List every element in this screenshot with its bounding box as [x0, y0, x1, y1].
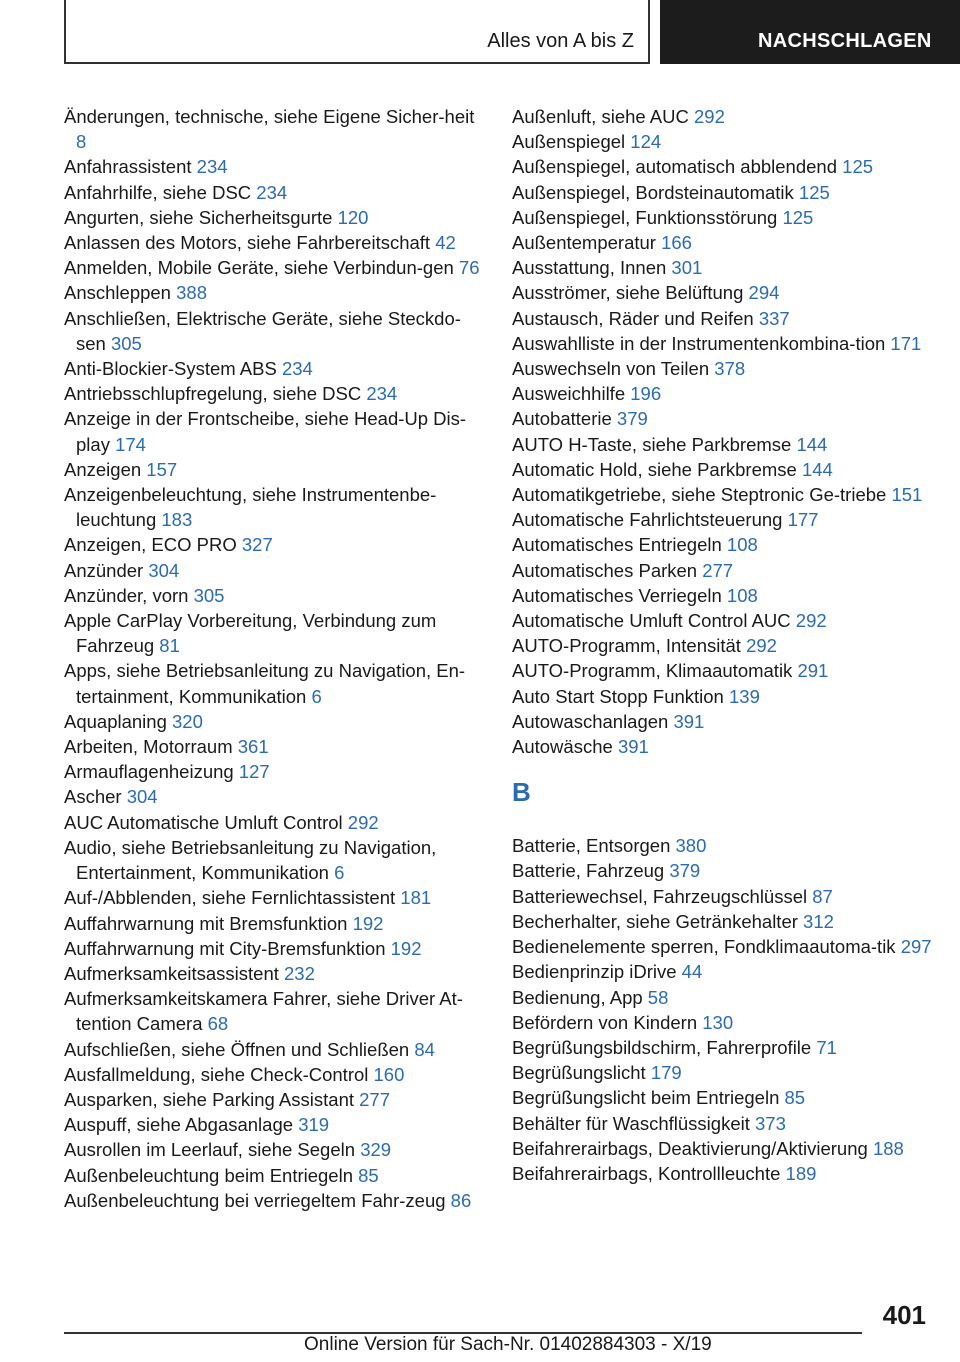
index-entry: [512, 909, 932, 934]
index-entry: [64, 154, 484, 179]
page-link[interactable]: 86: [450, 1189, 472, 1211]
page-link[interactable]: 120: [337, 206, 369, 228]
index-entry-text: Automatisches Entriegeln: [512, 534, 722, 556]
index-entry: [512, 633, 932, 658]
page-link[interactable]: 179: [650, 1062, 682, 1084]
page-link[interactable]: 171: [890, 332, 922, 354]
index-entry-text: Batterie, Entsorgen: [512, 835, 671, 857]
page-link[interactable]: 8: [76, 131, 87, 153]
index-entry: [64, 961, 484, 986]
index-entry-text: Beifahrerairbags, Deaktivierung/Aktivierung: [512, 1137, 868, 1159]
page-link[interactable]: 6: [334, 862, 345, 884]
index-entry-text: Aufmerksamkeitskamera Fahrer, siehe Driver At‐tention Camera: [64, 988, 463, 1035]
index-entry-text: Beifahrerairbags, Kontrollleuchte: [512, 1162, 781, 1184]
index-entry-text: Behälter für Waschflüssigkeit: [512, 1112, 750, 1134]
page-link[interactable]: 379: [669, 860, 701, 882]
index-entry: [512, 884, 932, 909]
page-link[interactable]: 305: [110, 332, 142, 354]
index-entry-text: Anschleppen: [64, 282, 171, 304]
index-entry: [512, 858, 932, 883]
page-link[interactable]: 327: [241, 534, 273, 556]
index-entry-text: Anschließen, Elektrische Geräte, siehe Steckdo‐sen: [64, 307, 461, 354]
page-link[interactable]: 125: [842, 156, 874, 178]
index-entry-text: Anmelden, Mobile Geräte, siehe Verbindun‐gen: [64, 257, 454, 279]
index-entry: [64, 1037, 484, 1062]
page-link[interactable]: 234: [281, 358, 313, 380]
page-link[interactable]: 373: [755, 1112, 786, 1134]
index-entry-text: Auf-/Abblenden, siehe Fernlichtassistent: [64, 887, 396, 909]
section-letter: B: [512, 777, 531, 808]
chapter-tab-label: NACHSCHLAGEN: [758, 30, 932, 52]
index-entry: [512, 482, 932, 507]
index-entry-text: Automatisches Parken: [512, 559, 698, 581]
page-link[interactable]: 125: [782, 206, 814, 228]
index-group-b: [512, 833, 932, 1186]
page-link[interactable]: 87: [812, 885, 833, 907]
index-entry-text: Außenbeleuchtung bei verriegeltem Fahr‐zeug: [64, 1189, 446, 1211]
index-entry: [512, 1161, 932, 1186]
index-entry-text: Ausweichhilfe: [512, 383, 626, 405]
index-entry: [64, 658, 484, 708]
index-entry-text: Auswechseln von Teilen: [512, 358, 710, 380]
index-entry: [512, 583, 932, 608]
page-link[interactable]: 312: [803, 910, 834, 932]
index-entry-text: Ausrollen im Leerlauf, siehe Segeln: [64, 1139, 356, 1161]
index-entry: [64, 810, 484, 835]
page-link[interactable]: 71: [816, 1036, 837, 1058]
index-entry-text: Automatische Fahrlichtsteuerung: [512, 509, 783, 531]
index-entry: [512, 709, 932, 734]
index-entry-text: Armauflagenheizung: [64, 761, 234, 783]
index-entry-text: Bedienung, App: [512, 986, 643, 1008]
chapter-tab: [660, 0, 960, 64]
index-entry-text: Becherhalter, siehe Getränkehalter: [512, 910, 798, 932]
index-entry-text: Bedienelemente sperren, Fondklimaautoma‐tik: [512, 936, 896, 958]
index-entry: [512, 734, 932, 759]
index-entry: [64, 784, 484, 809]
index-entry-text: Anlassen des Motors, siehe Fahrbereitschaft: [64, 232, 431, 254]
page-link[interactable]: 68: [207, 1013, 229, 1035]
index-entry-text: Anzeigen: [64, 458, 142, 480]
index-entry-text: Austausch, Räder und Reifen: [512, 307, 754, 329]
index-entry-text: Audio, siehe Betriebsanleitung zu Navigation, Entertainment, Kommunikation: [64, 836, 437, 884]
index-entry-text: Ausstattung, Innen: [512, 257, 667, 279]
page-link[interactable]: 151: [891, 484, 923, 506]
index-entry: [512, 432, 932, 457]
page-link[interactable]: 292: [694, 106, 725, 127]
page-link[interactable]: 277: [702, 559, 734, 581]
index-entry: [512, 154, 932, 179]
page-link[interactable]: 380: [675, 835, 707, 857]
page-link[interactable]: 329: [360, 1139, 392, 1161]
index-column-left: [64, 104, 484, 1213]
index-entry: [64, 381, 484, 406]
index-entry-text: Ascher: [64, 786, 122, 808]
index-entry: [64, 759, 484, 784]
index-entry: [512, 1035, 932, 1060]
index-entry-text: Anzeige in der Frontscheibe, siehe Head-Up Dis‐play: [64, 408, 467, 455]
page-link[interactable]: 166: [661, 232, 692, 254]
index-entry: [512, 608, 932, 633]
index-entry-text: Autowäsche: [512, 736, 613, 758]
index-entry-text: Begrüßungslicht beim Entriegeln: [512, 1087, 780, 1109]
index-entry: [512, 507, 932, 532]
index-entry-text: AUTO-Programm, Klimaautomatik: [512, 660, 793, 682]
index-entry: [64, 1163, 484, 1188]
index-entry-text: Aufschließen, siehe Öffnen und Schließen: [64, 1038, 410, 1060]
index-entry-text: Ausparken, siehe Parking Assistant: [64, 1088, 354, 1110]
page-number: 401: [882, 1300, 926, 1330]
page-link[interactable]: 127: [238, 761, 270, 783]
index-entry: [64, 104, 484, 154]
index-entry-text: Autowaschanlagen: [512, 710, 669, 732]
index-entry-text: Auswahlliste in der Instrumentenkombina‐tion: [512, 332, 886, 354]
index-entry: [512, 306, 932, 331]
page-link[interactable]: 144: [796, 433, 828, 455]
index-entry-text: Automatic Hold, siehe Parkbremse: [512, 458, 797, 480]
footer-text: Online Version für Sach-Nr. 01402884303 - X/19: [304, 1334, 712, 1355]
page-link[interactable]: 108: [726, 534, 758, 556]
index-entry: [64, 1188, 484, 1213]
page-link[interactable]: 292: [347, 811, 379, 833]
index-entry-text: Auto Start Stopp Funktion: [512, 685, 724, 707]
index-group-a: [512, 104, 932, 759]
index-entry: [512, 255, 932, 280]
index-entry-text: Anzeigenbeleuchtung, siehe Instrumentenbe‐leuchtung: [64, 484, 437, 531]
index-entry-text: Automatikgetriebe, siehe Steptronic Ge‐triebe: [512, 484, 887, 506]
page-link[interactable]: 292: [795, 610, 827, 632]
page-link[interactable]: 319: [298, 1114, 330, 1136]
index-entry-text: Anti-Blockier-System ABS: [64, 358, 277, 380]
page-link[interactable]: 76: [458, 257, 480, 279]
index-entry: [512, 331, 932, 356]
page-link[interactable]: 234: [196, 156, 228, 178]
index-entry-text: Anzünder: [64, 559, 144, 581]
index-entry-text: Außenspiegel: [512, 131, 626, 153]
index-entry: [64, 280, 484, 305]
index-entry-text: Außenluft, siehe AUC: [512, 106, 689, 127]
index-entry-text: Apple CarPlay Vorbereitung, Verbindung zum Fahrzeug: [64, 610, 437, 657]
index-entry-text: Außenspiegel, Funktionsstörung: [512, 206, 778, 228]
index-entry: [64, 457, 484, 482]
page-link[interactable]: 139: [729, 685, 760, 707]
index-entry-text: Anfahrhilfe, siehe DSC: [64, 181, 252, 203]
index-entry-text: Automatische Umluft Control AUC: [512, 610, 791, 632]
index-entry-text: Ausströmer, siehe Belüftung: [512, 282, 744, 304]
index-entry-text: AUTO-Programm, Intensität: [512, 635, 741, 657]
index-entry-text: Anzünder, vorn: [64, 584, 189, 606]
index-entry: [512, 457, 932, 482]
page-link[interactable]: 277: [359, 1088, 391, 1110]
page-link[interactable]: 192: [352, 912, 384, 934]
index-entry: [64, 1137, 484, 1162]
page-link[interactable]: 177: [787, 509, 819, 531]
index-entry: [64, 532, 484, 557]
index-entry: [512, 180, 932, 205]
page-link[interactable]: 304: [148, 559, 180, 581]
page-link[interactable]: 292: [746, 635, 777, 657]
index-entry: [64, 608, 484, 658]
index-entry: [512, 205, 932, 230]
index-entry: [64, 986, 484, 1036]
index-entry: [64, 1112, 484, 1137]
index-entry-text: Begrüßungslicht: [512, 1062, 646, 1084]
page-link[interactable]: 181: [400, 887, 432, 909]
page-link[interactable]: 232: [284, 962, 315, 984]
page-link[interactable]: 81: [159, 635, 180, 657]
page-link[interactable]: 192: [390, 937, 422, 959]
index-entry: [512, 658, 932, 683]
page-link[interactable]: 304: [126, 786, 158, 808]
index-entry-text: Antriebsschlupfregelung, siehe DSC: [64, 383, 362, 405]
index-entry: [512, 959, 932, 984]
page-link[interactable]: 58: [647, 986, 669, 1008]
index-entry: [512, 684, 932, 709]
index-entry: [64, 885, 484, 910]
index-entry-text: Batteriewechsel, Fahrzeugschlüssel: [512, 885, 808, 907]
page-link[interactable]: 196: [630, 383, 662, 405]
index-entry: [512, 1111, 932, 1136]
page-link[interactable]: 320: [172, 710, 203, 732]
page-link[interactable]: 297: [900, 936, 932, 958]
index-entry: [512, 280, 932, 305]
index-entry: [512, 532, 932, 557]
page-link[interactable]: 42: [435, 232, 456, 254]
page-link[interactable]: 291: [797, 660, 829, 682]
page-link[interactable]: 189: [785, 1162, 817, 1184]
index-entry: [512, 1136, 932, 1161]
index-entry: [64, 230, 484, 255]
index-entry: [64, 255, 484, 280]
index-entry: [64, 734, 484, 759]
index-entry: [64, 911, 484, 936]
index-entry: [64, 482, 484, 532]
index-entry-text: Angurten, siehe Sicherheitsgurte: [64, 206, 333, 228]
page-link[interactable]: 361: [237, 736, 269, 758]
page-link[interactable]: 388: [176, 282, 207, 304]
index-entry: [512, 104, 932, 129]
index-entry: [64, 1087, 484, 1112]
index-entry: [512, 406, 932, 431]
index-entry-text: Befördern von Kindern: [512, 1011, 698, 1033]
page-link[interactable]: 124: [630, 131, 662, 153]
index-entry: [512, 230, 932, 255]
page-link[interactable]: 234: [366, 383, 398, 405]
index-entry-text: Außentemperatur: [512, 232, 656, 254]
page-link[interactable]: 84: [414, 1038, 435, 1060]
index-entry-text: Außenbeleuchtung beim Entriegeln: [64, 1164, 353, 1186]
index-entry-text: Apps, siehe Betriebsanleitung zu Navigation, En‐tertainment, Kommunikation: [64, 660, 466, 707]
page-link[interactable]: 378: [714, 358, 746, 380]
index-entry: [512, 1010, 932, 1035]
index-entry: [64, 709, 484, 734]
index-entry: [64, 583, 484, 608]
index-column-right: [512, 104, 932, 1186]
index-entry-text: Außenspiegel, Bordsteinautomatik: [512, 181, 794, 203]
index-entry-text: Autobatterie: [512, 408, 612, 430]
index-entry: [512, 985, 932, 1010]
page-link[interactable]: 85: [358, 1164, 379, 1186]
index-entry-text: AUC Automatische Umluft Control: [64, 811, 343, 833]
index-entry-text: Anzeigen, ECO PRO: [64, 534, 237, 556]
index-entry: [64, 936, 484, 961]
index-entry-text: Auspuff, siehe Abgasanlage: [64, 1114, 294, 1136]
index-entry: [64, 1062, 484, 1087]
index-entry: [512, 833, 932, 858]
index-entry: [512, 381, 932, 406]
page-link[interactable]: 234: [256, 181, 288, 203]
page-link[interactable]: 144: [801, 458, 833, 480]
index-entry: [512, 558, 932, 583]
page-link[interactable]: 188: [872, 1137, 904, 1159]
index-entry: [512, 356, 932, 381]
header-frame: [64, 0, 650, 64]
index-entry-text: Bedienprinzip iDrive: [512, 961, 677, 983]
index-entry-text: Auffahrwarnung mit Bremsfunktion: [64, 912, 348, 934]
index-entry: [64, 835, 484, 885]
page-link[interactable]: 160: [373, 1063, 405, 1085]
index-entry-text: Änderungen, technische, siehe Eigene Sicher‐heit: [64, 106, 475, 127]
page-link[interactable]: 85: [784, 1087, 806, 1109]
index-entry-text: Automatisches Verriegeln: [512, 584, 722, 606]
index-entry: [64, 558, 484, 583]
index-entry: [512, 1085, 932, 1110]
page-link[interactable]: 305: [193, 584, 225, 606]
page-link[interactable]: 6: [311, 685, 322, 707]
index-entry-text: Auffahrwarnung mit City-Bremsfunktion: [64, 937, 386, 959]
page-link[interactable]: 125: [798, 181, 830, 203]
index-entry-text: Aquaplaning: [64, 710, 167, 732]
page-link[interactable]: 391: [673, 710, 705, 732]
page-link[interactable]: 337: [758, 307, 790, 329]
index-entry-text: Außenspiegel, automatisch abblendend: [512, 156, 838, 178]
index-entry: [64, 180, 484, 205]
index-entry-text: Anfahrassistent: [64, 156, 192, 178]
index-entry: [64, 356, 484, 381]
index-entry: [64, 205, 484, 230]
index-entry: [512, 934, 932, 959]
page-link[interactable]: 157: [146, 458, 178, 480]
page-link[interactable]: 44: [681, 961, 703, 983]
index-entry-text: Ausfallmeldung, siehe Check-Control: [64, 1063, 369, 1085]
index-entry: [512, 1060, 932, 1085]
index-entry: [64, 306, 484, 356]
index-entry: [512, 129, 932, 154]
page-link[interactable]: 379: [616, 408, 648, 430]
index-entry-text: Aufmerksamkeitsassistent: [64, 962, 279, 984]
section-title: Alles von A bis Z: [487, 30, 634, 52]
index-entry-text: AUTO H-Taste, siehe Parkbremse: [512, 433, 792, 455]
page-link[interactable]: 391: [617, 736, 649, 758]
page-link[interactable]: 294: [748, 282, 780, 304]
index-entry-text: Arbeiten, Motorraum: [64, 736, 233, 758]
page-link[interactable]: 174: [115, 433, 146, 455]
index-entry: [64, 406, 484, 456]
index-entry-text: Begrüßungsbildschirm, Fahrerprofile: [512, 1036, 812, 1058]
page-link[interactable]: 130: [702, 1011, 734, 1033]
page-link[interactable]: 301: [671, 257, 703, 279]
page-link[interactable]: 108: [726, 584, 758, 606]
page-link[interactable]: 183: [161, 509, 193, 531]
index-entry-text: Batterie, Fahrzeug: [512, 860, 665, 882]
